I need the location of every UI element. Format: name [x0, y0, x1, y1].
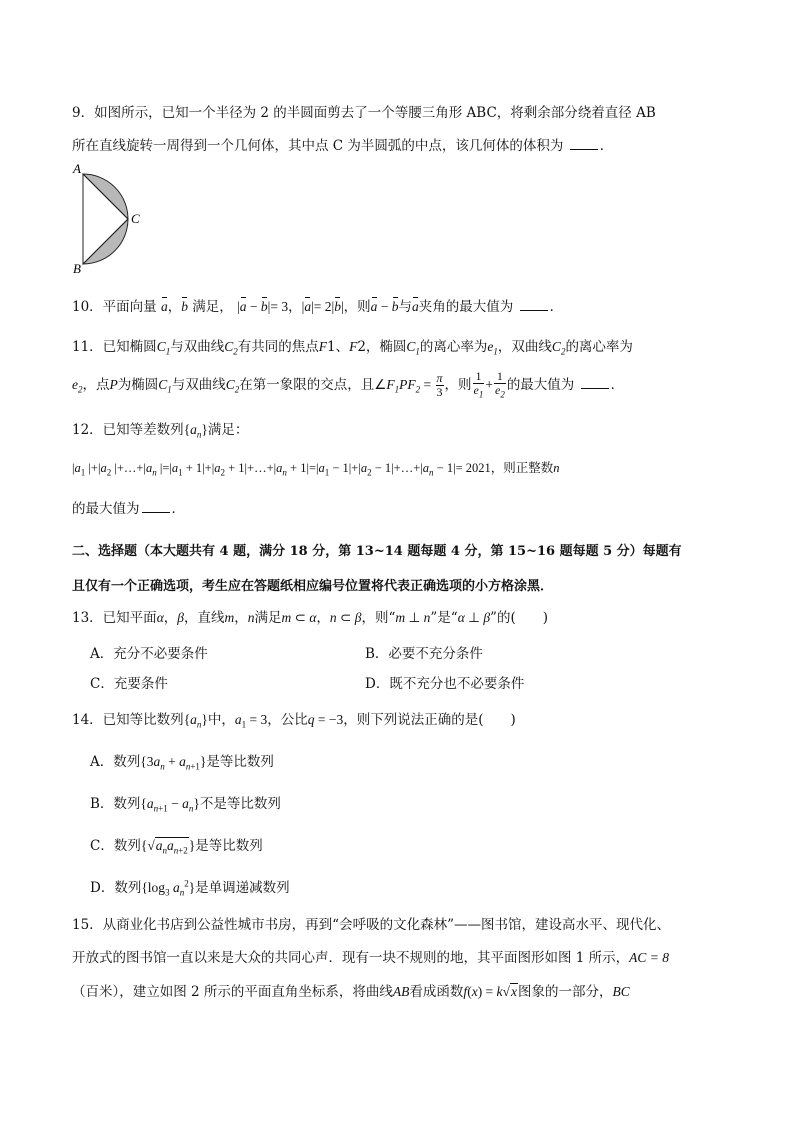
q10-vec-b: b	[181, 299, 188, 314]
q15-t4: 图象的一部分，	[517, 984, 613, 1000]
q14-B-label: B．数列	[90, 796, 141, 812]
q11-t13: 的最大值为	[506, 376, 575, 393]
q15-line1: 15．从商业化书店到公益性城市书房，再到“会呼吸的文化森林”——图书馆，建设高水平、现代化、	[72, 917, 670, 933]
q12-line2: $|a_1$ $|+|a_2$ $|+\dots+|a_n$ $|=|a_1 + 1|+|a_2$ + $1|+\dots+|a_n + 1|=|a_1 - 1|+|a_2$ − $1|+\dots+|a_n - 1|= 2021$，则正整数n	[72, 460, 560, 478]
q13-option-D[interactable]: D．既不充分也不必要条件	[365, 676, 525, 692]
q12-t2: 满足：	[207, 422, 249, 438]
q11-t2: 与双曲线	[170, 339, 225, 355]
q13-t5: ”是“	[430, 610, 458, 626]
q9-line2	[72, 134, 613, 154]
q13-option-A[interactable]: A．充分不必要条件	[90, 646, 208, 662]
q11-t8: ，点	[82, 376, 110, 393]
q14-D-text: 是单调递减数列	[195, 880, 290, 896]
q12-t4: 的最大值为	[72, 501, 140, 517]
q13-t3: 满足	[254, 610, 282, 626]
q14-t2: 中，	[207, 712, 235, 728]
q10-cond-2: |a|= 2|b|	[301, 299, 344, 314]
q15-t2: （百米），建立如图 2 所示的平面直角坐标系，将曲线	[72, 984, 393, 1000]
q10-text-5: 夹角的最大值为	[418, 299, 514, 315]
q15-t1: 开放式的图书馆一直以来是大众的共同心声．现有一块不规则的地，其平面图形如图 1 所示，	[72, 950, 630, 966]
q9-label-C: C	[131, 211, 140, 226]
section2-line2: 且仅有一个正确选项，考生应在答题纸相应编号位置将代表正确选项的小方格涂黑．	[72, 579, 554, 594]
q14-t3: ，公比	[267, 712, 308, 728]
q10-text-2: 满足，	[192, 299, 233, 315]
q10-vec-a: a	[160, 299, 168, 314]
q14-D-label: D．数列	[90, 880, 142, 896]
q10-vec-a2: a	[412, 299, 419, 314]
q10-cond-1: |a − b|= 3	[237, 299, 289, 314]
q9-end: ．	[599, 138, 614, 154]
q9-label-B: B	[73, 261, 81, 276]
q12-line3	[72, 497, 185, 517]
q10-line: 10．平面向量 a，b 满足， |a − b|= 3，|a|= 2|b|，则a − b与a夹角的最大值为 ．	[72, 299, 564, 315]
q14-option-C[interactable]: C．数列$\{√a_na_{n+2}\}$是等比数列	[90, 838, 263, 856]
q9-line2-text: 所在直线旋转一周得到一个几何体，其中点 C 为半圆弧的中点，该几何体的体积为	[72, 138, 564, 154]
q13-option-C[interactable]: C．充要条件	[90, 676, 168, 692]
q11-t5: 的离心率为	[419, 339, 488, 355]
q15-line3: （百米），建立如图 2 所示的平面直角坐标系，将曲线AB看成函数f(x) = k√x图象的一部分，BC	[72, 984, 630, 1000]
q11-angle: $\angle F_1PF_2$ = $\frac{\pi}{3}$	[374, 371, 443, 400]
q12-t1: 12．已知等差数列	[72, 422, 184, 438]
q14-option-A[interactable]: A．数列$\{3a_n + a_{n+1}\}$是等比数列	[90, 754, 274, 772]
q14-A-text: 是等比数列	[206, 754, 274, 770]
q14-t1: 14．已知等比数列	[72, 712, 184, 728]
q10-text-1: 10．平面向量	[72, 299, 157, 315]
q15-function: f(x) = k√x	[463, 984, 517, 999]
q11-answer-blank	[581, 376, 609, 389]
q13-t2: ，直线	[184, 610, 225, 626]
q12-answer-blank	[142, 500, 170, 513]
q9-answer-blank	[570, 137, 598, 150]
q11-t10: 与双曲线	[171, 376, 226, 393]
section2-line1: 二、选择题（本大题共有 4 题，满分 18 分，第 13~14 题每题 4 分，第 15~16 题每题 5 分）每题有	[72, 544, 682, 559]
q15-line2	[72, 946, 669, 966]
q13-option-B[interactable]: B．必要不充分条件	[365, 646, 483, 662]
q15-bc: BC	[612, 984, 630, 999]
q11-t11: 在第一象限的交点，且	[239, 376, 375, 393]
q14-option-D[interactable]: D．数列{$\log_3$ $a_n^2$}是单调递减数列	[90, 878, 290, 898]
q14-C-label: C．数列	[90, 838, 141, 854]
q11-t6: ，双曲线	[497, 339, 552, 355]
q12-end: ．	[171, 501, 185, 517]
q11-end: ．	[610, 376, 625, 393]
q9-figure	[68, 160, 158, 278]
q14-C-text: 是等比数列	[195, 838, 263, 854]
q14-option-B[interactable]: B．数列$\{a_{n+1} - a_n\}$不是等比数列	[90, 796, 281, 814]
q14-B-text: 不是等比数列	[199, 796, 281, 812]
q15-ac: AC = 8	[629, 950, 670, 965]
q11-t3: 有共同的焦点	[237, 339, 319, 355]
q11-t7: 的离心率为	[565, 339, 633, 355]
q11-line2: $e_2$，点P为椭圆$C_1$与双曲线$C_2$在第一象限的交点，且$\angle F_1PF_2$ = $\frac{\pi}{3}$ ，则 $\frac{1}{e_1}$ + $\frac{1}{e_2}$ 的最大值为 ．	[72, 369, 625, 400]
q12-line1: 12．已知等差数列$\{a_n\}$满足：	[72, 422, 249, 440]
q9-label-A: A	[73, 161, 81, 176]
q11-t12: ，则	[444, 376, 472, 393]
q14-A-label: A．数列	[90, 754, 141, 770]
q10-text-4: 与	[398, 299, 413, 315]
q10-end: ．	[549, 299, 564, 315]
q11-expr: $\frac{1}{e_1}$ + $\frac{1}{e_2}$	[473, 369, 505, 400]
q14-t4: ，则下列说法正确的是( )	[343, 712, 516, 728]
q11-t9: 为椭圆	[117, 376, 159, 393]
q12-equation: $|a_1$ $|+|a_2$ $|+\dots+|a_n$ $|=|a_1 + 1|+|a_2$ + $1|+\dots+|a_n + 1|=|a_1 - 1|+|a_2$ − $1|+\dots+|a_n - 1|= 2021$	[72, 461, 491, 478]
q9-line1: 9．如图所示，已知一个半径为 2 的半圆面剪去了一个等腰三角形 ABC，将剩余部分绕着直径 AB	[72, 105, 656, 121]
q15-t3: 看成函数	[409, 984, 464, 1000]
q12-t3: ，则正整数	[490, 460, 554, 475]
q13-t1: 13．已知平面	[72, 610, 157, 626]
q13-t6: ”的( )	[490, 610, 548, 626]
q11-t4: ，椭圆	[365, 339, 407, 355]
q11-t1: 11．已知椭圆	[72, 339, 157, 355]
q13-t4: ，则“	[361, 610, 396, 626]
q10-text-3: ，则	[343, 299, 371, 315]
q13-stem: 13．已知平面α，β，直线m，n满足m ⊂ α，n ⊂ β，则“m ⊥ n”是“α ⊥ β”的( )	[72, 610, 548, 626]
q14-stem: 14．已知等比数列$\{a_n\}$中，$a_1 = 3$，公比q = −3，则下列说法正确的是( )	[72, 712, 516, 730]
q10-answer-blank	[520, 298, 548, 311]
q10-expr: a − b	[370, 299, 399, 314]
q11-line1: 11．已知椭圆$C_1$与双曲线$C_2$有共同的焦点F1、F2，椭圆$C_1$的离心率为$e_1$，双曲线$C_2$的离心率为	[72, 339, 633, 357]
